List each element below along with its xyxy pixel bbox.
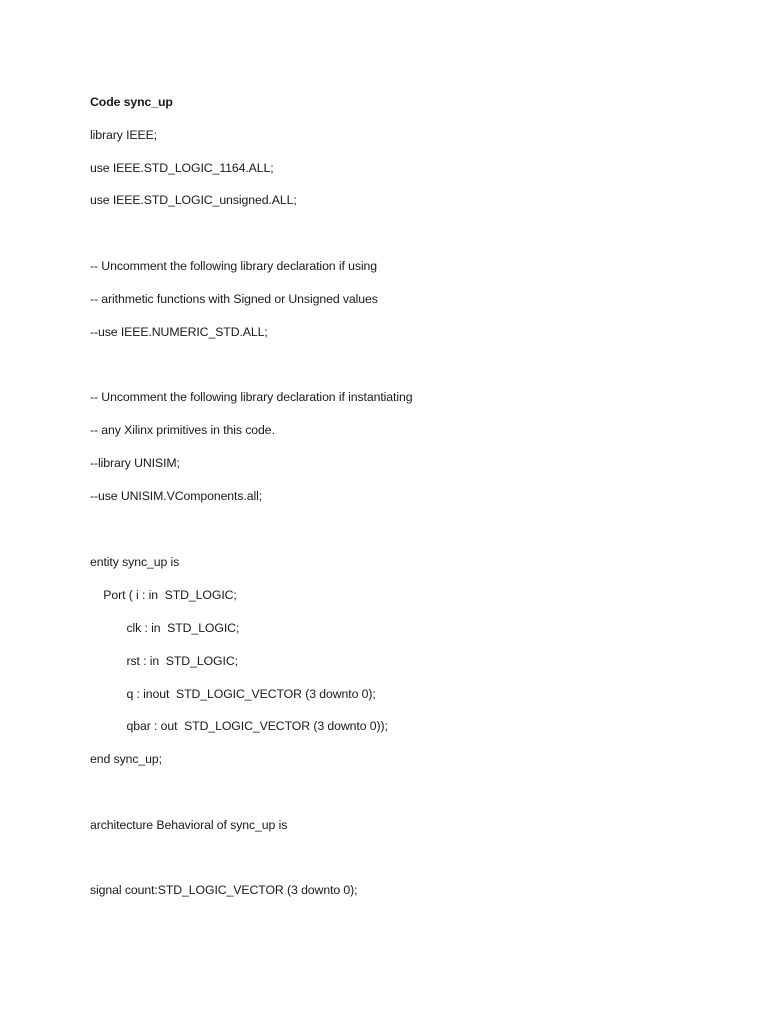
code-line: signal count:STD_LOGIC_VECTOR (3 downto 0); <box>90 883 358 897</box>
code-line: use IEEE.STD_LOGIC_unsigned.ALL; <box>90 193 297 207</box>
code-line: architecture Behavioral of sync_up is <box>90 818 288 832</box>
code-line: qbar : out STD_LOGIC_VECTOR (3 downto 0)); <box>90 719 388 733</box>
code-line: q : inout STD_LOGIC_VECTOR (3 downto 0); <box>90 687 376 701</box>
code-comment-line: --library UNISIM; <box>90 456 180 470</box>
code-line: rst : in STD_LOGIC; <box>90 654 238 668</box>
code-comment-line: -- arithmetic functions with Signed or Unsigned values <box>90 292 378 306</box>
code-comment-line: --use UNISIM.VComponents.all; <box>90 489 263 503</box>
code-comment-line: -- any Xilinx primitives in this code. <box>90 423 275 437</box>
code-comment-line: -- Uncomment the following library declaration if using <box>90 259 378 273</box>
code-heading: Code sync_up <box>90 95 173 109</box>
code-line: clk : in STD_LOGIC; <box>90 621 240 635</box>
code-comment-line: -- Uncomment the following library declaration if instantiating <box>90 390 413 404</box>
code-line: end sync_up; <box>90 752 162 766</box>
code-line: use IEEE.STD_LOGIC_1164.ALL; <box>90 161 274 175</box>
code-line: entity sync_up is <box>90 555 180 569</box>
code-line: Port ( i : in STD_LOGIC; <box>90 588 237 602</box>
code-line: library IEEE; <box>90 128 158 142</box>
code-comment-line: --use IEEE.NUMERIC_STD.ALL; <box>90 325 268 339</box>
